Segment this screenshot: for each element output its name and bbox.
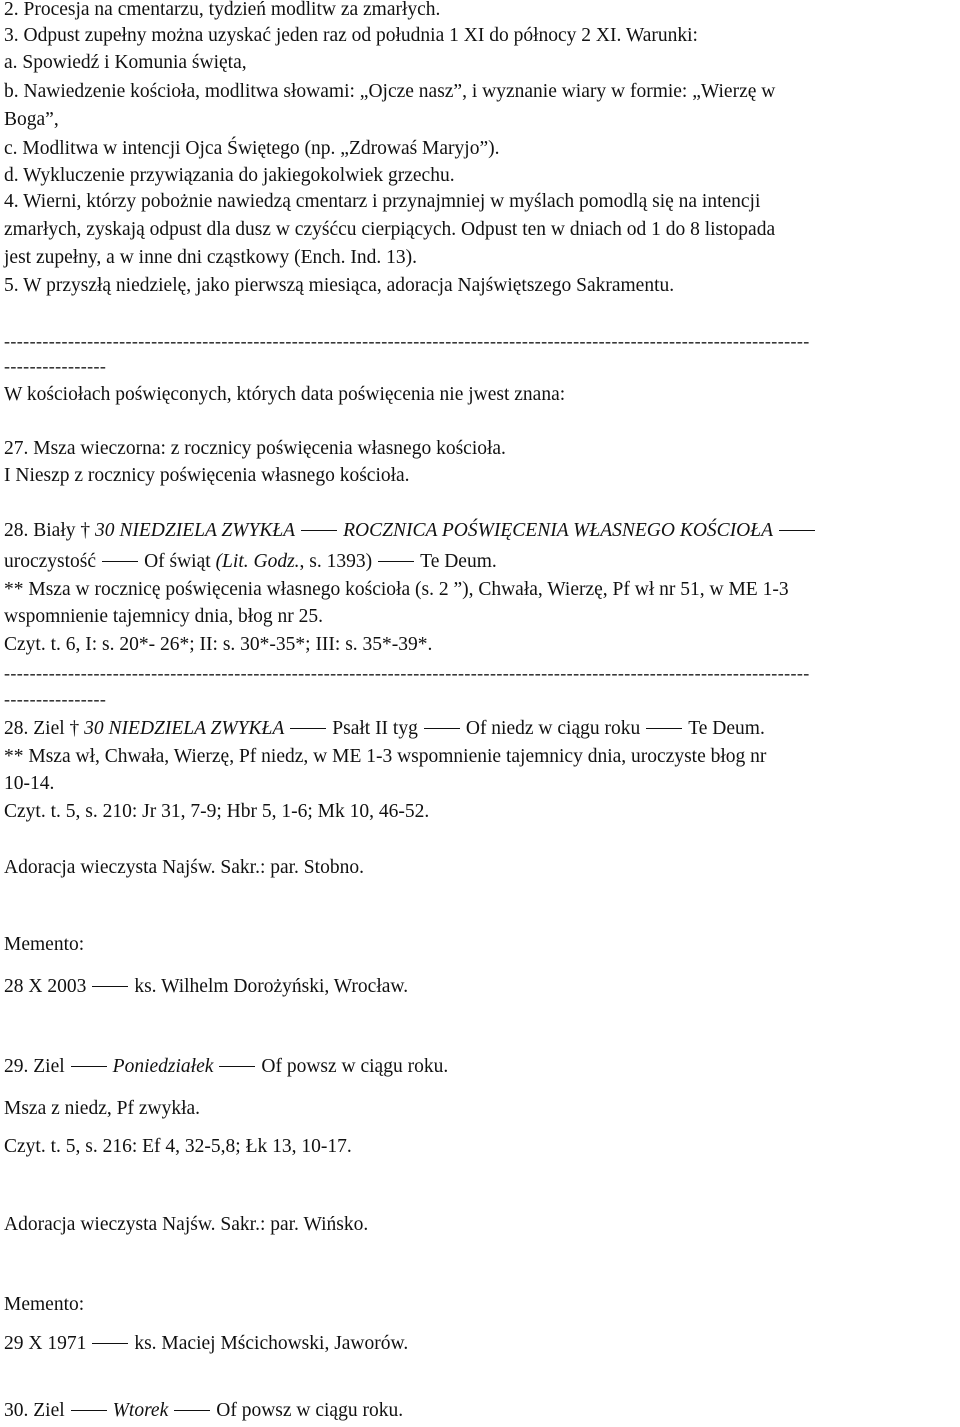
text-line: Boga”,	[4, 109, 59, 130]
separator: ------------------------------------------------------------------------------------------------------------------------------	[4, 663, 810, 683]
em-dash	[92, 1343, 128, 1345]
em-dash	[779, 530, 815, 532]
day-label: 30. Ziel	[4, 1400, 65, 1421]
memento-entry	[4, 974, 408, 1000]
em-dash	[174, 1410, 210, 1412]
memento-name: ks. Wilhelm Dorożyński, Wrocław.	[134, 976, 409, 997]
office-text: Of świąt	[144, 551, 211, 572]
memento-label: Memento:	[4, 934, 85, 955]
text-line: wspomnienie tajemnicy dnia, błog nr 25.	[4, 606, 323, 627]
em-dash	[71, 1066, 107, 1068]
office-text: Of powsz w ciągu roku.	[216, 1400, 404, 1421]
em-dash	[71, 1410, 107, 1412]
liturgical-day	[4, 1054, 448, 1080]
lit-ref: (Lit. Godz.	[215, 551, 300, 572]
day-rank: ROCZNICA POŚWIĘCENIA WŁASNEGO KOŚCIOŁA	[343, 520, 774, 541]
day-rank: 30 NIEDZIELA ZWYKŁA	[84, 718, 285, 739]
em-dash	[646, 728, 682, 730]
text-line: Czyt. t. 5, s. 216: Ef 4, 32-5,8; Łk 13, 10-17.	[4, 1136, 352, 1157]
day-label: 28. Biały †	[4, 520, 91, 541]
text-line: Czyt. t. 6, I: s. 20*- 26*; II: s. 30*-35*; III: s. 35*-39*.	[4, 634, 433, 655]
psalter: Psałt II tyg	[332, 718, 418, 739]
em-dash	[219, 1066, 255, 1068]
text-line: 10-14.	[4, 773, 55, 794]
em-dash	[92, 986, 128, 988]
day-label: 28. Ziel †	[4, 718, 80, 739]
separator: ------------------------------------------------------------------------------------------------------------------------------	[4, 331, 810, 351]
text-line: b. Nawiedzenie kościoła, modlitwa słowami: „Ojcze nasz”, i wyznanie wiary w formie: „Wierzę w	[4, 81, 776, 102]
text-line: 27. Msza wieczorna: z rocznicy poświęcenia własnego kościoła.	[4, 438, 506, 459]
page-ref: , s. 1393)	[299, 551, 373, 572]
memento-date: 28 X 2003	[4, 976, 87, 997]
memento-name: ks. Maciej Mścichowski, Jaworów.	[134, 1333, 409, 1354]
separator: ----------------	[4, 356, 107, 376]
liturgical-day	[4, 1398, 403, 1424]
rank-text: uroczystość	[4, 551, 97, 572]
day-name: Poniedziałek	[112, 1056, 214, 1077]
text-line: Czyt. t. 5, s. 210: Jr 31, 7-9; Hbr 5, 1-6; Mk 10, 46-52.	[4, 801, 430, 822]
text-line: ** Msza wł, Chwała, Wierzę, Pf niedz, w ME 1-3 wspomnienie tajemnicy dnia, uroczyste błog nr	[4, 746, 767, 767]
text-line: Msza z niedz, Pf zwykła.	[4, 1098, 201, 1119]
text-line: a. Spowiedź i Komunia święta,	[4, 52, 247, 73]
em-dash	[301, 530, 337, 532]
office-text: Of niedz w ciągu roku	[465, 718, 641, 739]
em-dash	[102, 561, 138, 563]
liturgical-day	[4, 518, 821, 544]
memento-entry	[4, 1331, 408, 1357]
day-rank: 30 NIEDZIELA ZWYKŁA	[95, 520, 296, 541]
memento-label: Memento:	[4, 1294, 85, 1315]
text-line: c. Modlitwa w intencji Ojca Świętego (np. „Zdrowaś Maryjo”).	[4, 138, 500, 159]
text-line: Adoracja wieczysta Najśw. Sakr.: par. Wińsko.	[4, 1214, 369, 1235]
text-line: ** Msza w rocznicę poświęcenia własnego kościoła (s. 2 ”), Chwała, Wierzę, Pf wł nr 51, w ME 1-3	[4, 579, 789, 600]
em-dash	[378, 561, 414, 563]
section-heading: W kościołach poświęconych, których data poświęcenia nie jwest znana:	[4, 384, 566, 405]
liturgical-day	[4, 716, 765, 742]
te-deum: Te Deum.	[420, 551, 497, 572]
text-line: I Nieszp z rocznicy poświęcenia własnego kościoła.	[4, 465, 410, 486]
text-line: zmarłych, zyskają odpust dla dusz w czyśćcu cierpiących. Odpust ten w dniach od 1 do 8 listopada	[4, 219, 776, 240]
day-label: 29. Ziel	[4, 1056, 65, 1077]
te-deum: Te Deum.	[688, 718, 765, 739]
separator: ----------------	[4, 689, 107, 709]
text-line: 5. W przyszłą niedzielę, jako pierwszą miesiąca, adoracja Najświętszego Sakramentu.	[4, 275, 675, 296]
text-line	[4, 549, 497, 575]
text-line: 4. Wierni, którzy pobożnie nawiedzą cmentarz i przynajmniej w myślach pomodlą się na intencji	[4, 191, 761, 212]
memento-date: 29 X 1971	[4, 1333, 87, 1354]
text-line: d. Wykluczenie przywiązania do jakiegokolwiek grzechu.	[4, 165, 455, 186]
office-text: Of powsz w ciągu roku.	[261, 1056, 449, 1077]
day-name: Wtorek	[112, 1400, 169, 1421]
text-line: Adoracja wieczysta Najśw. Sakr.: par. Stobno.	[4, 857, 364, 878]
em-dash	[290, 728, 326, 730]
text-line: 2. Procesja na cmentarzu, tydzień modlitw za zmarłych.	[4, 0, 441, 20]
text-line: jest zupełny, a w inne dni cząstkowy (Ench. Ind. 13).	[4, 247, 417, 268]
text-line: 3. Odpust zupełny można uzyskać jeden raz od południa 1 XI do północy 2 XI. Warunki:	[4, 25, 698, 46]
em-dash	[424, 728, 460, 730]
